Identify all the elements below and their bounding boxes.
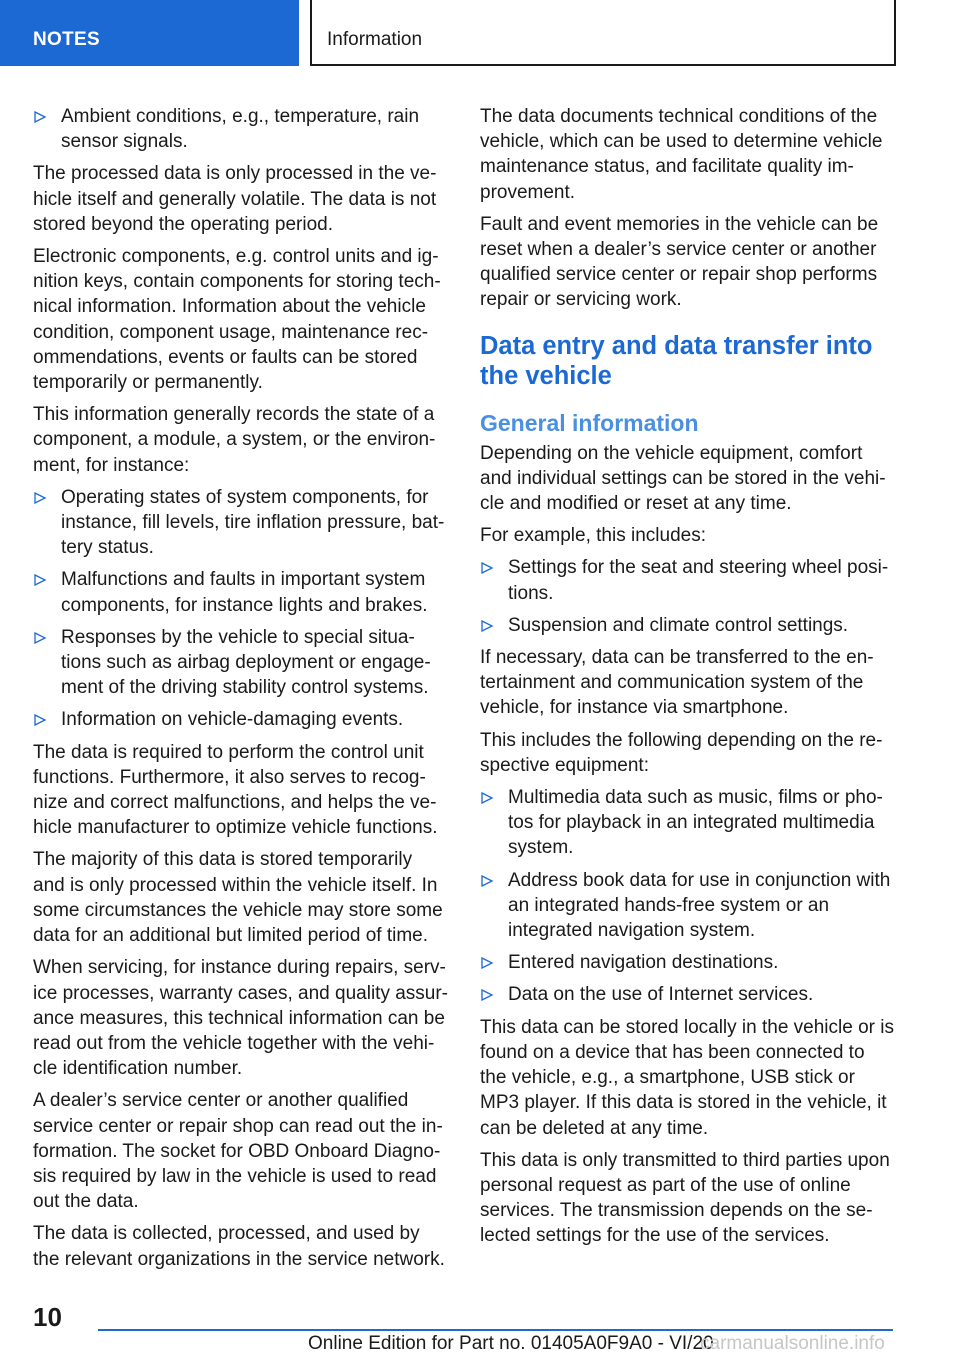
paragraph: Depending on the vehicle equipment, comfort and individual settings can be stored in the vehi‐ cle and modified or reset at any time. [480,442,886,515]
paragraph: This includes the following depending on the re‐ spective equipment: [480,729,883,776]
paragraph: The processed data is only processed in the ve‐ hicle itself and generally volatile. The data is not stored beyond the operating period. [33,163,437,235]
paragraph: The majority of this data is stored temporarily and is only processed within the vehicle itself. In some circumstances the vehicle may store some data for an additional but limited period of time. [33,849,443,947]
triangle-right-outline-icon [33,492,47,504]
bullet-text: Malfunctions and faults in important system components, for instance lights and brakes. [61,569,428,616]
bullet-text: Responses by the vehicle to special situa‐ tions such as airbag deployment or engage‐ ment of the driving stability control systems. [61,626,431,699]
bullet-list-item [480,613,897,638]
paragraph: The data is required to perform the control unit functions. Furthermore, it also serves to recog‐ nize and correct malfunctions, and helps the ve‐ hicle manufacturer to optimize vehicle functions. [33,741,438,839]
bullet-list-item [33,707,450,732]
page-number: 10 [33,1302,62,1332]
left-text-column [33,104,450,1279]
bullet-text: Ambient conditions, e.g., temperature, rain sensor signals. [61,106,420,153]
paragraph: Fault and event memories in the vehicle can be reset when a dealer’s service center or another qualified service center or repair shop performs repair or servicing work. [480,213,879,311]
paragraph: The data documents technical conditions of the vehicle, which can be used to determine vehicle maintenance status, and facilitate quality im‐ provement. [480,106,883,203]
triangle-right-outline-icon [480,989,494,1001]
paragraph: For example, this includes: [480,525,706,547]
bullet-list-item [480,555,897,605]
watermark: carmanualsonline.info [700,1333,885,1354]
paragraph: The data is collected, processed, and used by the relevant organizations in the service network. [33,1223,445,1270]
bullet-text: Operating states of system components, for instance, fill levels, tire inflation pressure, bat‐ tery status. [61,486,445,559]
bullet-list-item [480,950,897,975]
triangle-right-outline-icon [33,111,47,123]
bullet-text: Information on vehicle-damaging events. [61,709,404,731]
bullet-list-item [33,625,450,701]
triangle-right-outline-icon [480,562,494,574]
bullet-list-item [33,485,450,561]
triangle-right-outline-icon [480,620,494,632]
triangle-right-outline-icon [33,714,47,726]
bullet-list-item [480,868,897,944]
bullet-list-item [33,567,450,617]
bullet-text: Suspension and climate control settings. [508,614,849,636]
paragraph: This data can be stored locally in the vehicle or is found on a device that has been connected to the vehicle, e.g., a smartphone, USB stick or MP3 player. If this data is stored in the vehicle, it can be deleted at any time. [480,1016,894,1139]
page-header [0,0,960,66]
right-text-column [480,104,897,1256]
triangle-right-outline-icon [480,875,494,887]
section-heading: Data entry and data transfer into the vehicle [480,331,873,390]
bullet-text: Multimedia data such as music, films or pho‐ tos for playback in an integrated multimedia system. [508,787,883,859]
paragraph: A dealer’s service center or another qualified service center or repair shop can read out the in‐ formation. The socket for OBD Onboard Diagno‐ sis required by law in the vehicle is used to read out the data. [33,1090,443,1213]
triangle-right-outline-icon [33,632,47,644]
paragraph: If necessary, data can be transferred to the en‐ tertainment and communication system of the vehicle, for instance via smartphone. [480,647,874,719]
edition-footer-text: Online Edition for Part no. 01405A0F9A0 - VI/20 [308,1333,714,1354]
bullet-list-item [480,785,897,861]
footer-divider [98,1329,893,1331]
triangle-right-outline-icon [480,792,494,804]
triangle-right-outline-icon [33,574,47,586]
paragraph: Electronic components, e.g. control units and ig‐ nition keys, contain components for storing tech‐ nical information. Information about the vehicle condition, component usage, maintenance rec‐ ommendations, events or faults can be stored temporarily or permanently. [33,246,441,394]
section-tab-notes: NOTES [0,0,299,66]
bullet-text: Data on the use of Internet services. [508,984,814,1006]
triangle-right-outline-icon [480,957,494,969]
bullet-list-item [480,982,897,1007]
bullet-text: Settings for the seat and steering wheel posi‐ tions. [508,557,889,604]
paragraph: When servicing, for instance during repairs, serv‐ ice processes, warranty cases, and quality assur‐ ance measures, this technical information can be read out from the vehicle together with the vehi‐ cle identification number. [33,957,449,1080]
bullet-text: Entered navigation destinations. [508,952,779,974]
subsection-heading: General information [480,409,699,436]
chapter-tab-information: Information [310,0,896,66]
bullet-list-item [33,104,450,154]
bullet-text: Address book data for use in conjunction with an integrated hands-free system or an integrated navigation system. [508,869,891,942]
paragraph: This data is only transmitted to third parties upon personal request as part of the use of online services. The transmission depends on the se‐ lected settings for the use of the services. [480,1149,890,1247]
paragraph: This information generally records the state of a component, a module, a system, or the environ‐ ment, for instance: [33,404,436,476]
